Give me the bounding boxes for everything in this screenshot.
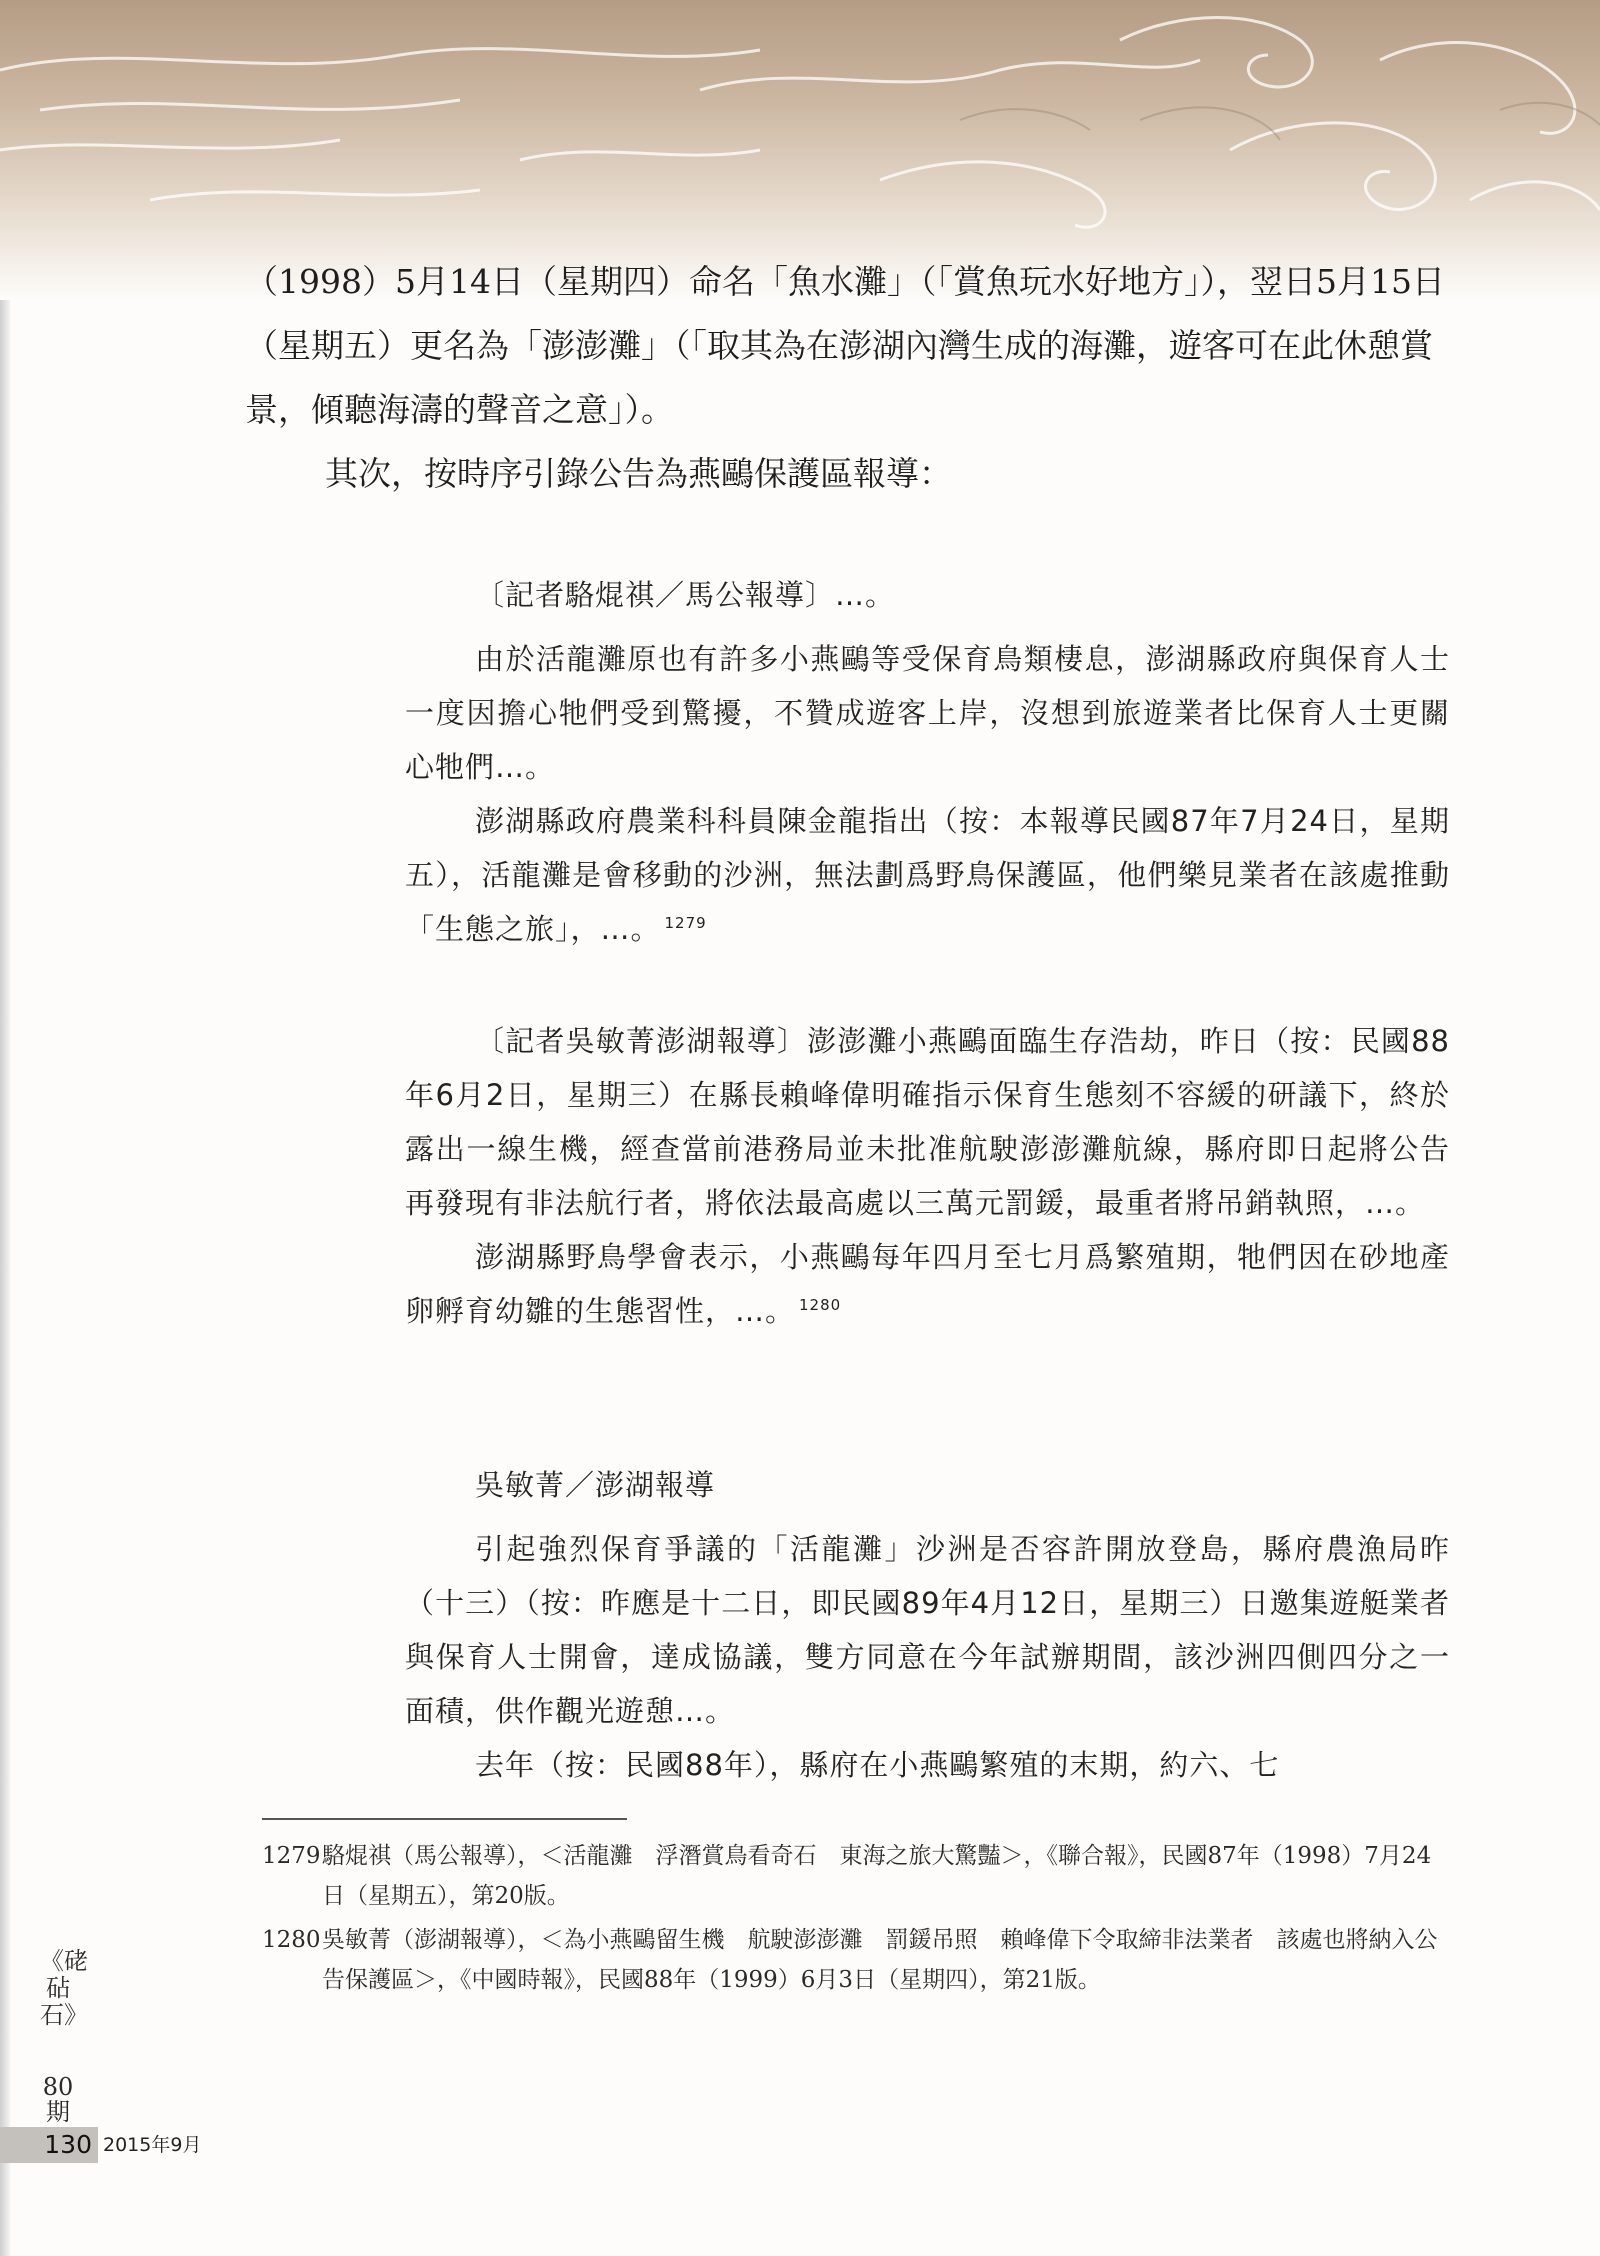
journal-title-vertical: 《硓砧石》 bbox=[40, 1947, 88, 2029]
footnote-item bbox=[262, 1836, 1452, 1916]
quote-paragraph bbox=[405, 1230, 1450, 1338]
quote-header: 吳敏菁／澎湖報導 bbox=[475, 1468, 716, 1502]
quote-text: 澎湖縣政府農業科科員陳金龍指出（按：本報導民國87年7月24日，星期五），活龍灘是會移動的沙洲，無法劃爲野鳥保護區，他們樂見業者在該處推動「生態之旅」，…。 bbox=[405, 804, 1450, 946]
footnote-divider bbox=[262, 1818, 627, 1820]
issue-label-vertical bbox=[40, 2075, 76, 2125]
quote-paragraph: 〔記者吳敏菁澎湖報導〕澎澎灘小燕鷗面臨生存浩劫，昨日（按：民國88年6月2日，星期三）在縣長賴峰偉明確指示保育生態刻不容緩的研議下，終於露出一線生機，經查當前港務局並未批准航駛澎澎灘航線，縣府即日起將公告再發現有非法航行者，將依法最高處以三萬元罰鍰，最重者將吊銷執照，…。 bbox=[405, 1024, 1450, 1220]
footnote-ref[interactable]: 1279 bbox=[664, 914, 707, 932]
issue-unit: 期 bbox=[46, 2098, 70, 2126]
footnote-ref[interactable]: 1280 bbox=[799, 1296, 842, 1314]
quote-paragraph: 去年（按：民國88年），縣府在小燕鷗繁殖的末期，約六、七 bbox=[475, 1748, 1280, 1782]
quote-paragraph bbox=[405, 794, 1450, 956]
quote-block-3 bbox=[405, 1458, 1450, 1792]
body-paragraph-2: 其次，按時序引錄公告為燕鷗保護區報導： bbox=[325, 454, 952, 493]
quote-block-2 bbox=[405, 1014, 1450, 1338]
footnote-text: 吳敏菁（澎湖報導），＜為小燕鷗留生機 航駛澎澎灘 罰鍰吊照 賴峰偉下令取締非法業者 該處也將納入公告保護區＞，《中國時報》，民國88年（1999）6月3日（星期四），第21版。 bbox=[322, 1927, 1438, 1993]
page-number: 130 bbox=[0, 2127, 98, 2163]
issue-number: 80 bbox=[42, 2073, 74, 2101]
footnote-number: 1279 bbox=[262, 1843, 321, 1869]
footnote-item bbox=[262, 1920, 1452, 2000]
quote-header: 〔記者駱焜祺／馬公報導〕…。 bbox=[475, 578, 896, 612]
body-paragraph-1: （1998）5月14日（星期四）命名「魚水灘」（「賞魚玩水好地方」），翌日5月15日（星期五）更名為「澎澎灘」（「取其為在澎湖內灣生成的海灘，遊客可在此休憩賞景，傾聽海濤的聲音之意」）。 bbox=[245, 262, 1445, 429]
footnote-text: 駱焜祺（馬公報導），＜活龍灘 浮潛賞鳥看奇石 東海之旅大驚豔＞，《聯合報》，民國87年（1998）7月24日（星期五），第20版。 bbox=[322, 1843, 1432, 1909]
quote-block-1 bbox=[405, 568, 1450, 956]
issue-date: 2015年9月 bbox=[103, 2134, 202, 2156]
quote-paragraph: 引起強烈保育爭議的「活龍灘」沙洲是否容許開放登島，縣府農漁局昨（十三）（按：昨應是十二日，即民國89年4月12日，星期三）日邀集遊艇業者與保育人士開會，達成協議，雙方同意在今年試辦期間，該沙洲四側四分之一面積，供作觀光遊憩…。 bbox=[405, 1532, 1450, 1728]
quote-paragraph: 由於活龍灘原也有許多小燕鷗等受保育鳥類棲息，澎湖縣政府與保育人士一度因擔心牠們受到驚擾，不贊成遊客上岸，沒想到旅遊業者比保育人士更關心牠們…。 bbox=[405, 642, 1450, 784]
page-edge-shadow bbox=[0, 0, 10, 2256]
quote-text: 澎湖縣野鳥學會表示，小燕鷗每年四月至七月爲繁殖期，牠們因在砂地產卵孵育幼雛的生態習性，…。 bbox=[405, 1240, 1450, 1328]
footnotes bbox=[262, 1836, 1452, 2004]
footnote-number: 1280 bbox=[262, 1927, 321, 1953]
